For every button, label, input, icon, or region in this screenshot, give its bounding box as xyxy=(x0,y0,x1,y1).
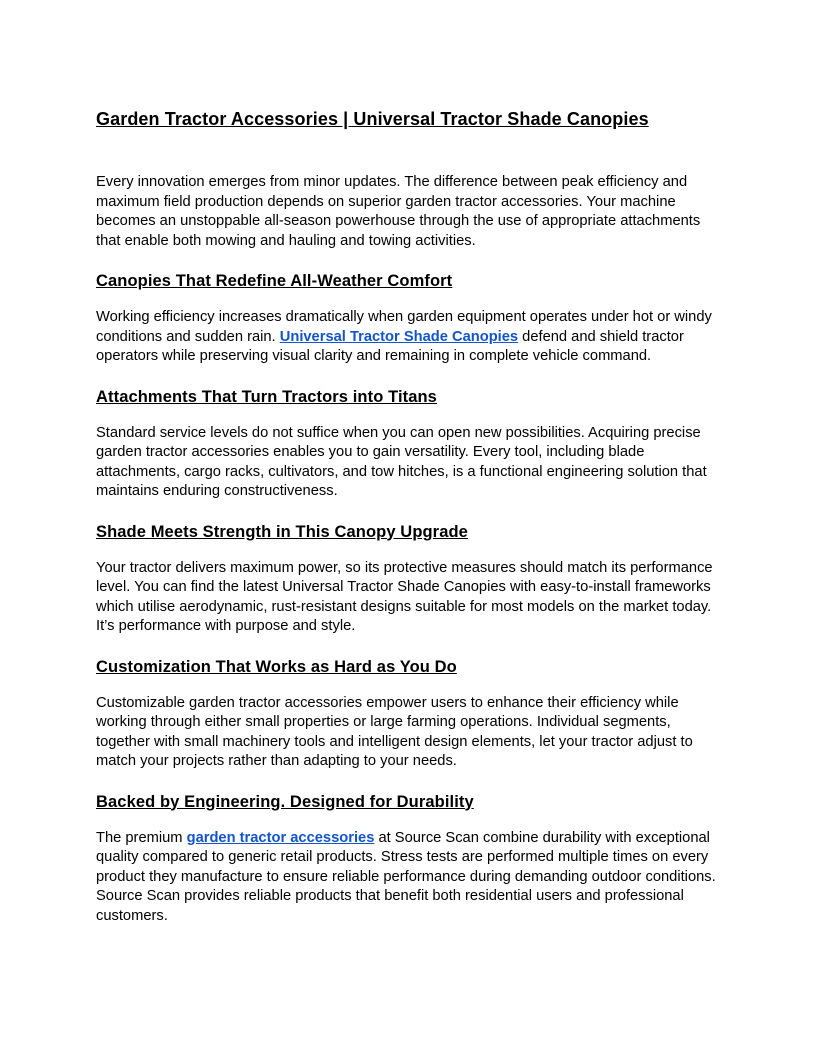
section-heading-canopies: Canopies That Redefine All-Weather Comfort xyxy=(96,272,453,290)
paragraph-text-after: defend and shield tractor operators while preserving visual clarity and remaining in complete vehicle command. xyxy=(96,328,684,364)
paragraph-text-before: The premium xyxy=(96,829,187,846)
section-paragraph-customization: Customizable garden tractor accessories empower users to enhance their efficiency while working through either small properties or large farming operations. Individual segments, together with small machinery tools and intelligent design elements, let your tractor adjust to match your projects rather than adapting to your needs. xyxy=(96,694,693,769)
paragraph-text-after: at Source Scan combine durability with exceptional quality compared to generic retail products. Stress tests are performed multiple times on every product they manufacture to ensure reliable performance during demanding outdoor conditions. Source Scan provides reliable products that benefit both residential users and professional customers. xyxy=(96,829,716,924)
section-paragraph-attachments: Standard service levels do not suffice when you can open new possibilities. Acquiring precise garden tractor accessories enables you to gain versatility. Every tool, including blade attachments, cargo racks, cultivators, and tow hitches, is a functional engineering solution that maintains enduring constructiveness. xyxy=(96,424,707,499)
section-paragraph-shade-strength: Your tractor delivers maximum power, so its protective measures should match its performance level. You can find the latest Universal Tractor Shade Canopies with easy-to-install frameworks which utilise aerodynamic, rust-resistant designs suitable for most models on the market today. It’s performance with purpose and style. xyxy=(96,559,713,634)
section-heading-durability: Backed by Engineering. Designed for Durability xyxy=(96,792,474,811)
link-universal-tractor-shade-canopies[interactable]: Universal Tractor Shade Canopies xyxy=(279,328,519,345)
intro-paragraph: Every innovation emerges from minor updates. The difference between peak efficiency and maximum field production depends on superior garden tractor accessories. Your machine becomes an unstoppable all-season powerhouse through the use of appropriate attachments that enable both mowing and hauling and towing activities. xyxy=(96,174,701,249)
link-garden-tractor-accessories[interactable]: garden tractor accessories xyxy=(186,829,375,846)
section-heading-shade-strength: Shade Meets Strength in This Canopy Upgrade xyxy=(96,522,468,541)
section-paragraph-durability xyxy=(96,829,720,927)
paragraph-text-before: Working efficiency increases dramatically when garden equipment operates under hot or windy conditions and sudden rain. xyxy=(96,309,712,345)
section-heading-customization: Customization That Works as Hard as You Do xyxy=(96,657,457,676)
section-paragraph-canopies xyxy=(96,308,720,367)
section-heading-attachments: Attachments That Turn Tractors into Titans xyxy=(96,387,437,406)
document-title: Garden Tractor Accessories | Universal Tractor Shade Canopies xyxy=(96,109,649,129)
